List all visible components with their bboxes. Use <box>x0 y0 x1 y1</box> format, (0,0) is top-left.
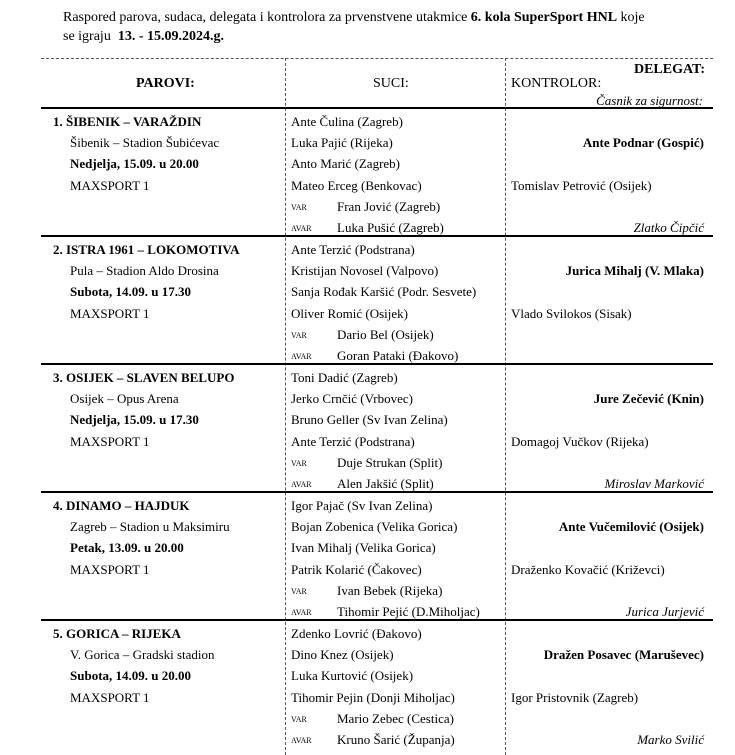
var-label: VAR <box>291 715 307 724</box>
var-referee: Fran Jović (Zagreb) <box>337 199 441 214</box>
kontrolor-name: Draženko Kovačić (Križevci) <box>511 562 665 577</box>
kontrolor-name: Tomislav Petrović (Osijek) <box>511 178 652 193</box>
header-parovi: PAROVI: <box>136 76 195 91</box>
kontrolor-name: Domagoj Vučkov (Rijeka) <box>511 434 649 449</box>
referee-fourth: Patrik Kolarić (Čakovec) <box>291 562 422 577</box>
match-title: 5. GORICA – RIJEKA <box>53 626 181 641</box>
referee-fourth: Oliver Romić (Osijek) <box>291 306 408 321</box>
referee-assistant-1: Luka Pajić (Rijeka) <box>291 135 393 150</box>
match-block-3 <box>0 364 735 492</box>
avar-referee: Goran Pataki (Đakovo) <box>337 348 459 363</box>
referee-assistant-2: Ivan Mihalj (Velika Gorica) <box>291 540 436 555</box>
round-dates: 13. - 15.09.2024.g. <box>117 29 224 44</box>
kontrolor-name: Vlado Svilokos (Sisak) <box>511 306 632 321</box>
avar-referee: Kruno Šarić (Županja) <box>337 732 455 747</box>
referee-assistant-1: Kristijan Novosel (Valpovo) <box>291 263 439 278</box>
avar-label: AVAR <box>291 224 312 233</box>
match-block-1 <box>0 108 735 236</box>
avar-label: AVAR <box>291 352 312 361</box>
var-referee: Mario Zebec (Cestica) <box>337 711 454 726</box>
match-date: Subota, 14.09. u 17.30 <box>70 284 191 299</box>
referee-assistant-2: Bruno Geller (Sv Ivan Zelina) <box>291 412 448 427</box>
match-title: 3. OSIJEK – SLAVEN BELUPO <box>53 370 235 385</box>
match-block-5 <box>0 620 735 748</box>
intro-text <box>63 8 713 46</box>
referee-assistant-2: Anto Marić (Zagreb) <box>291 156 401 171</box>
delegat-name: Ante Podnar (Gospić) <box>582 135 704 150</box>
match-venue: V. Gorica – Gradski stadion <box>70 647 215 662</box>
avar-referee: Alen Jakšić (Split) <box>337 476 434 491</box>
referee-fourth: Tihomir Pejin (Donji Miholjac) <box>291 690 455 705</box>
referee-main: Zdenko Lovrić (Đakovo) <box>291 626 422 641</box>
match-date: Nedjelja, 15.09. u 20.00 <box>70 156 199 171</box>
round-title: 6. kola SuperSport HNL <box>470 10 618 25</box>
referee-main: Ante Terzić (Podstrana) <box>291 242 415 257</box>
referee-assistant-1: Bojan Zobenica (Velika Gorica) <box>291 519 458 534</box>
match-date: Subota, 14.09. u 20.00 <box>70 668 191 683</box>
intro-line2: se igraju <box>63 29 111 44</box>
avar-referee: Tihomir Pejić (D.Miholjac) <box>337 604 480 619</box>
var-label: VAR <box>291 587 307 596</box>
match-date: Nedjelja, 15.09. u 17.30 <box>70 412 199 427</box>
match-title: 1. ŠIBENIK – VARAŽDIN <box>53 114 202 129</box>
header-kontrolor: KONTROLOR: <box>511 76 602 91</box>
match-tv: MAXSPORT 1 <box>70 434 150 449</box>
delegat-name: Dražen Posavec (Maruševec) <box>543 647 704 662</box>
casnik-name: Jurica Jurjević <box>625 604 704 619</box>
var-referee: Ivan Bebek (Rijeka) <box>337 583 443 598</box>
match-tv: MAXSPORT 1 <box>70 690 150 705</box>
referee-main: Toni Dadić (Zagreb) <box>291 370 398 385</box>
referee-assistant-1: Dino Knez (Osijek) <box>291 647 394 662</box>
delegat-name: Jure Zečević (Knin) <box>593 391 704 406</box>
match-tv: MAXSPORT 1 <box>70 306 150 321</box>
referee-main: Ante Čulina (Zagreb) <box>291 114 403 129</box>
var-label: VAR <box>291 459 307 468</box>
intro-line1-suffix: koje <box>620 10 645 25</box>
referee-fourth: Ante Terzić (Podstrana) <box>291 434 415 449</box>
casnik-name: Miroslav Marković <box>604 476 704 491</box>
avar-label: AVAR <box>291 608 312 617</box>
match-venue: Osijek – Opus Arena <box>70 391 179 406</box>
referee-main: Igor Pajač (Sv Ivan Zelina) <box>291 498 433 513</box>
match-venue: Šibenik – Stadion Šubićevac <box>70 135 220 150</box>
match-tv: MAXSPORT 1 <box>70 178 150 193</box>
match-tv: MAXSPORT 1 <box>70 562 150 577</box>
var-label: VAR <box>291 331 307 340</box>
match-title: 2. ISTRA 1961 – LOKOMOTIVA <box>53 242 240 257</box>
intro-line1: Raspored parova, sudaca, delegata i kontrolora za prvenstvene utakmice <box>63 10 468 25</box>
header-suci: SUCI: <box>373 76 409 91</box>
avar-label: AVAR <box>291 480 312 489</box>
match-venue: Pula – Stadion Aldo Drosina <box>70 263 219 278</box>
match-block-2 <box>0 236 735 364</box>
var-label: VAR <box>291 203 307 212</box>
table-top-border <box>41 58 713 59</box>
referee-assistant-1: Jerko Crnčić (Vrbovec) <box>291 391 413 406</box>
var-referee: Duje Strukan (Split) <box>337 455 443 470</box>
match-venue: Zagreb – Stadion u Maksimiru <box>70 519 230 534</box>
var-referee: Dario Bel (Osijek) <box>337 327 434 342</box>
match-date: Petak, 13.09. u 20.00 <box>70 540 184 555</box>
delegat-name: Ante Vučemilović (Osijek) <box>558 519 704 534</box>
referee-assistant-2: Sanja Rođak Karšić (Podr. Sesvete) <box>291 284 477 299</box>
avar-label: AVAR <box>291 736 312 745</box>
kontrolor-name: Igor Pristovnik (Zagreb) <box>511 690 639 705</box>
casnik-name: Marko Svilić <box>637 732 704 747</box>
referee-assistant-2: Luka Kurtović (Osijek) <box>291 668 414 683</box>
match-title: 4. DINAMO – HAJDUK <box>53 498 190 513</box>
delegat-name: Jurica Mihalj (V. Mlaka) <box>565 263 704 278</box>
referee-fourth: Mateo Erceg (Benkovac) <box>291 178 422 193</box>
casnik-name: Zlatko Čipčić <box>633 220 704 235</box>
avar-referee: Luka Pušić (Zagreb) <box>337 220 444 235</box>
header-casnik: Časnik za sigurnost: <box>596 93 703 108</box>
header-delegat: DELEGAT: <box>633 62 705 77</box>
match-block-4 <box>0 492 735 620</box>
